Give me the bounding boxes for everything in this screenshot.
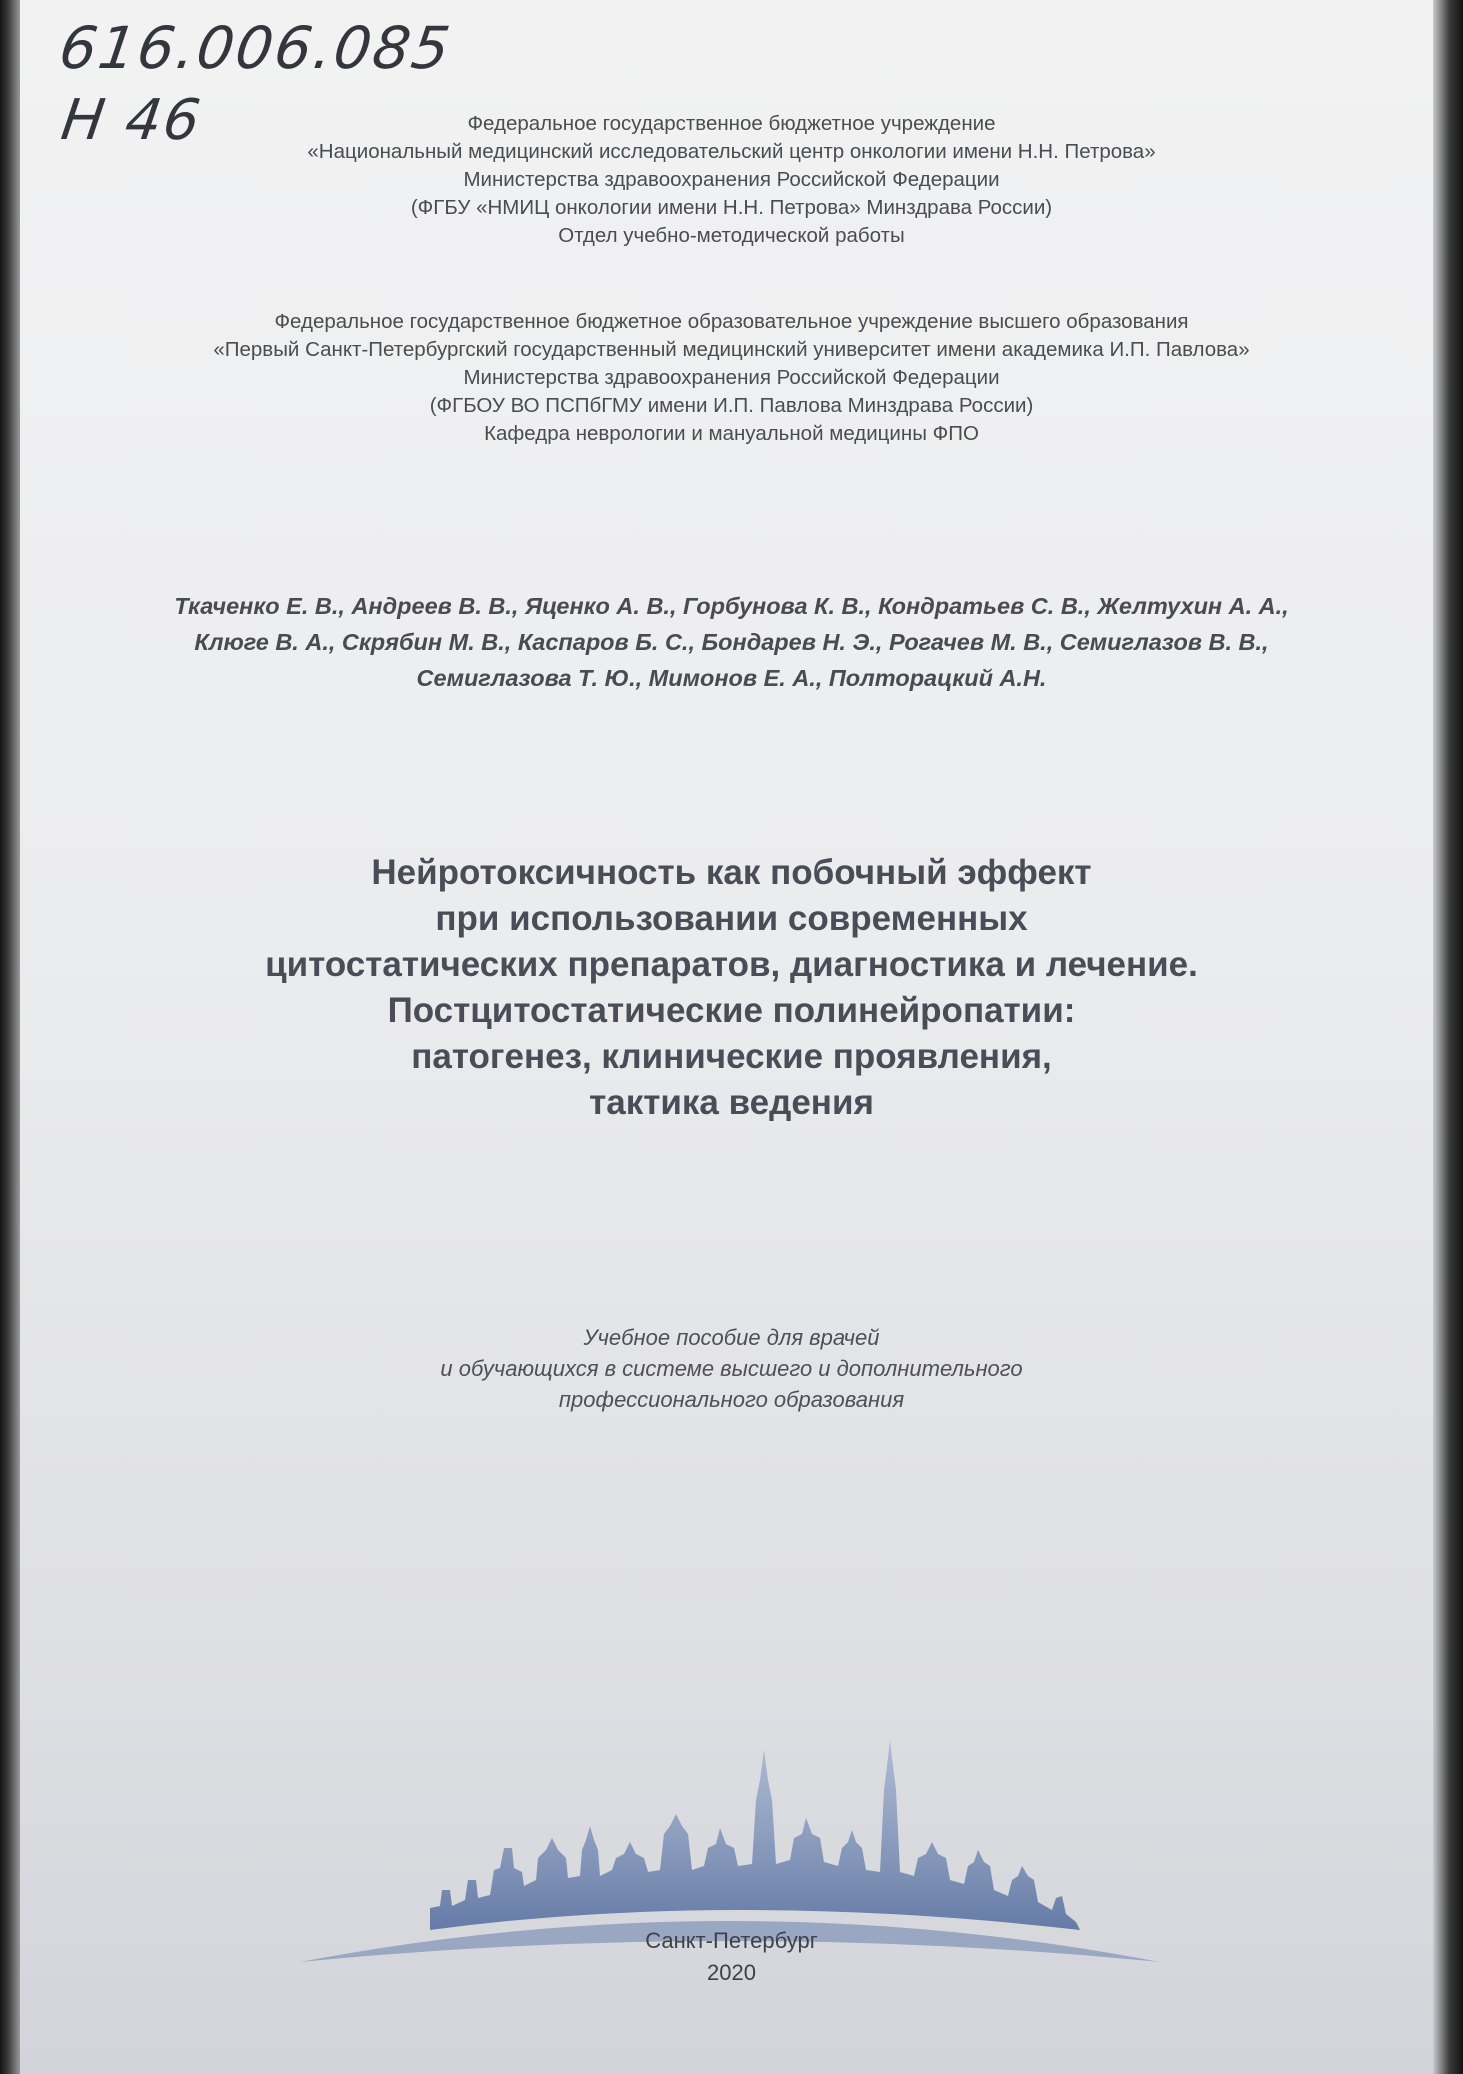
authors-line: Ткаченко Е. В., Андреев В. В., Яценко А. В., Горбунова К. В., Кондратьев С. В., Желтухин А. А., — [174, 593, 1289, 619]
organization-2 — [0, 308, 1463, 448]
org2-line: Кафедра неврологии и мануальной медицины ФПО — [484, 422, 979, 445]
title-line: Постцитостатические полинейропатии: — [387, 991, 1076, 1030]
org1-line: «Национальный медицинский исследовательский центр онкологии имени Н.Н. Петрова» — [307, 140, 1156, 163]
book-subtitle — [0, 1322, 1463, 1415]
subtitle-line: профессионального образования — [558, 1387, 905, 1412]
publication-place — [0, 1925, 1463, 1989]
title-line: патогенез, клинические проявления, — [411, 1037, 1052, 1076]
city: Санкт-Петербург — [645, 1928, 818, 1953]
org1-line: (ФГБУ «НМИЦ онкологии имени Н.Н. Петрова» Минздрава России) — [410, 196, 1053, 219]
subtitle-line: и обучающихся в системе высшего и дополнительного — [440, 1356, 1023, 1381]
authors-line: Клюге В. А., Скрябин М. В., Каспаров Б. С., Бондарев Н. Э., Рогачев М. В., Семиглазов В. В., — [194, 629, 1269, 655]
handwritten-shelf-mark: Н 46 — [57, 88, 206, 153]
org2-line: (ФГБОУ ВО ПСПбГМУ имени И.П. Павлова Минздрава России) — [429, 394, 1034, 417]
org1-line: Министерства здравоохранения Российской Федерации — [463, 168, 1000, 191]
subtitle-line: Учебное пособие для врачей — [583, 1325, 880, 1350]
year: 2020 — [707, 1960, 756, 1985]
org2-line: Федеральное государственное бюджетное образовательное учреждение высшего образования — [274, 310, 1189, 333]
title-line: Нейротоксичность как побочный эффект — [371, 853, 1092, 892]
organization-1 — [0, 110, 1463, 250]
title-line: тактика ведения — [589, 1083, 874, 1122]
org2-line: Министерства здравоохранения Российской Федерации — [463, 366, 1000, 389]
book-title — [0, 850, 1463, 1126]
handwritten-class-code: 616.006.085 — [55, 14, 456, 82]
title-line: при использовании современных — [435, 899, 1028, 938]
authors — [0, 588, 1463, 696]
title-line: цитостатических препаратов, диагностика и лечение. — [265, 945, 1198, 984]
org1-line: Отдел учебно-методической работы — [558, 224, 905, 247]
authors-line: Семиглазова Т. Ю., Мимонов Е. А., Полторацкий А.Н. — [416, 665, 1047, 691]
org1-line: Федеральное государственное бюджетное учреждение — [467, 112, 996, 135]
org2-line: «Первый Санкт-Петербургский государственный медицинский университет имени академика И.П. Павлова» — [213, 338, 1250, 361]
